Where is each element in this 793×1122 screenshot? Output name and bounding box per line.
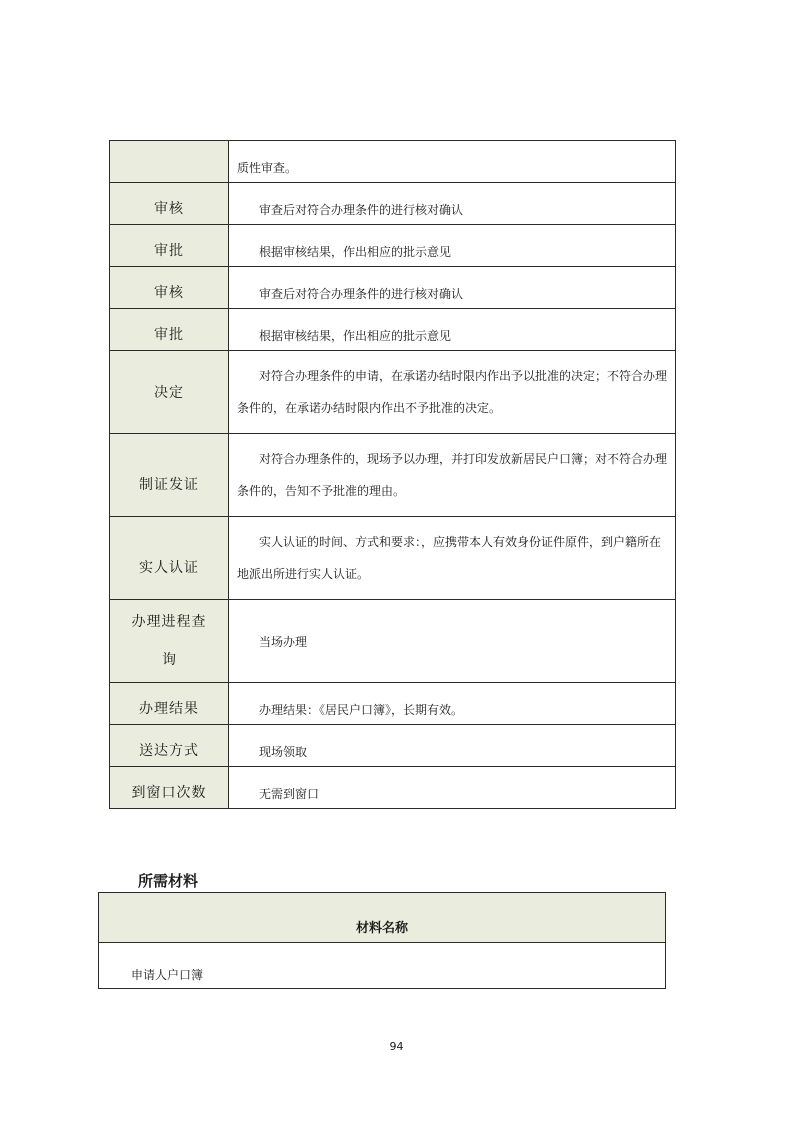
process-table [109,140,676,809]
page-number: 94 [389,1040,404,1053]
content-line: 地派出所进行实人认证。 [237,567,370,581]
row-label: 审核 [110,183,229,225]
table-row [110,351,676,434]
row-content: 根据审核结果，作出相应的批示意见 [229,309,676,351]
row-label: 到窗口次数 [110,767,229,809]
column-header-material-name: 材料名称 [99,893,666,943]
table-row [110,725,676,767]
row-label: 审批 [110,309,229,351]
content-line: 实人认证的时间、方式和要求：，应携带本人有效身份证件原件，到户籍所在 [259,535,662,549]
row-content [229,517,676,600]
row-label: 实人认证 [110,517,229,600]
table-row [110,267,676,309]
table-header-row [99,893,666,943]
table-row [99,943,666,989]
table-row [110,600,676,683]
row-label: 送达方式 [110,725,229,767]
row-content: 现场领取 [229,725,676,767]
row-label: 决定 [110,351,229,434]
content-line: 条件的，告知不予批准的理由。 [237,484,406,498]
content-line: 对符合办理条件的申请，在承诺办结时限内作出予以批准的决定；不符合办理 [259,369,668,383]
row-content: 审查后对符合办理条件的进行核对确认 [229,267,676,309]
row-label [110,141,229,183]
table-row [110,309,676,351]
row-label-line: 办理进程查 [131,614,207,630]
table-row [110,225,676,267]
row-content: 根据审核结果，作出相应的批示意见 [229,225,676,267]
table-row [110,141,676,183]
row-label: 审核 [110,267,229,309]
row-label [110,600,229,683]
row-content [229,434,676,517]
material-item: 申请人户口簿 [99,943,666,989]
row-content [229,351,676,434]
row-content: 审查后对符合办理条件的进行核对确认 [229,183,676,225]
row-content: 当场办理 [229,600,676,683]
row-label: 办理结果 [110,683,229,725]
table-row [110,183,676,225]
materials-table [98,892,666,989]
content-line: 条件的，在承诺办结时限内作出不予批准的决定。 [237,401,502,415]
content-line: 对符合办理条件的，现场予以办理，并打印发放新居民户口簿；对不符合办理 [259,452,668,466]
row-label: 制证发证 [110,434,229,517]
row-content: 办理结果：《居民户口簿》，长期有效。 [229,683,676,725]
row-label: 审批 [110,225,229,267]
row-content: 无需到窗口 [229,767,676,809]
row-content: 质性审查。 [229,141,676,183]
materials-heading: 所需材料 [138,872,199,890]
table-row [110,517,676,600]
table-row [110,683,676,725]
row-label-line: 询 [162,652,177,668]
table-row [110,434,676,517]
table-row [110,767,676,809]
